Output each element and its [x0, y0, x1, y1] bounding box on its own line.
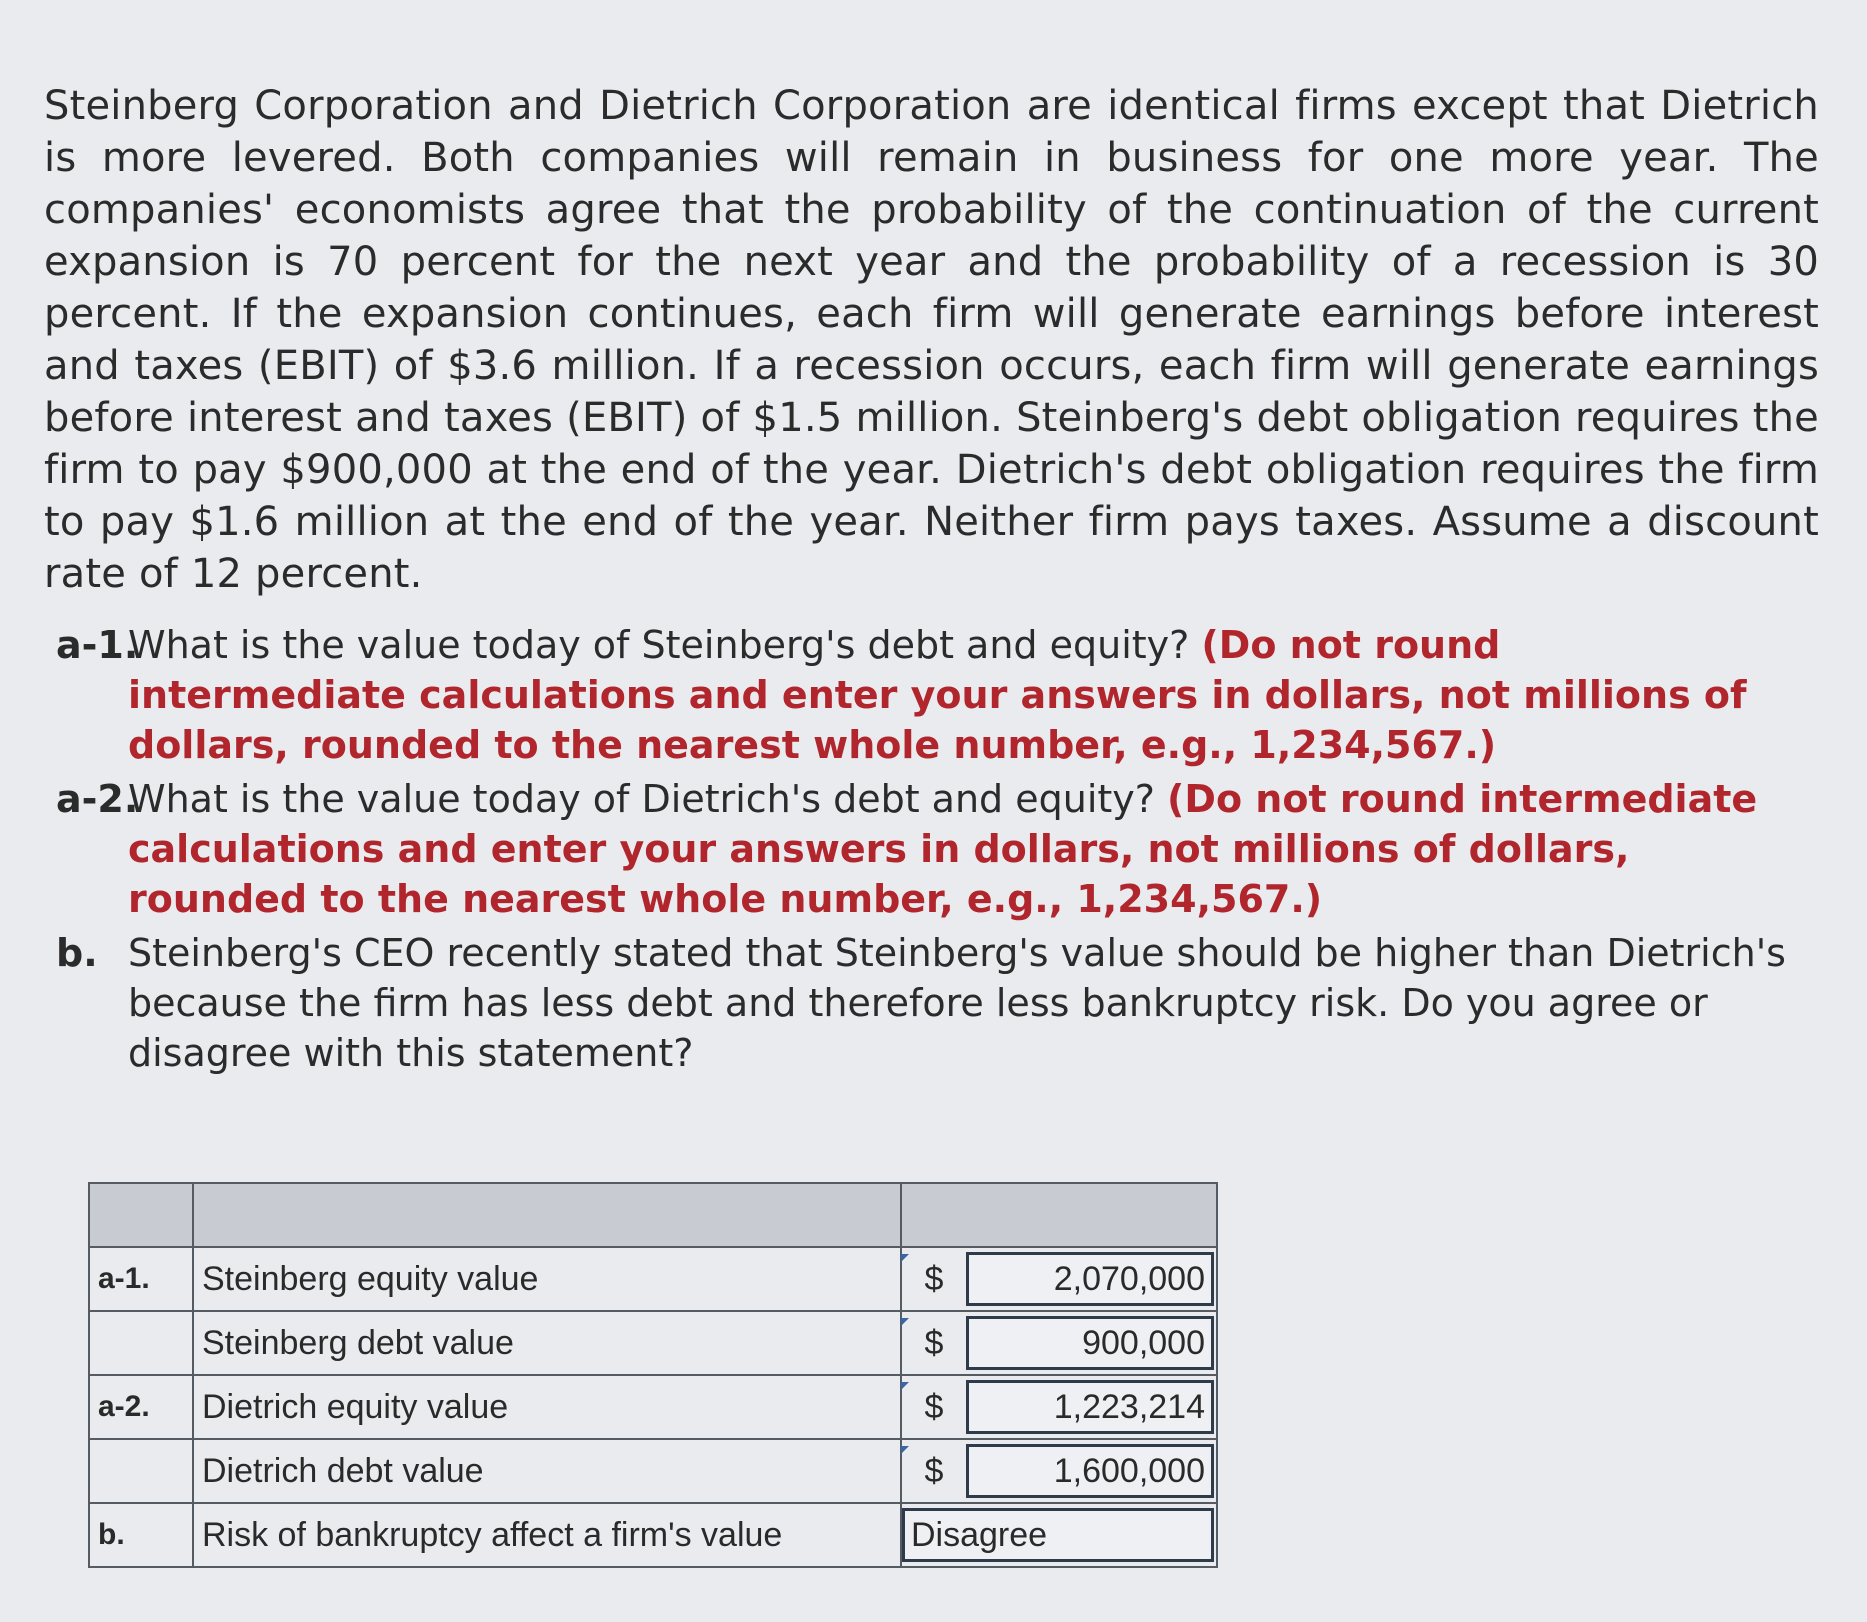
row-description: Dietrich equity value — [193, 1375, 901, 1439]
currency-cell — [901, 1439, 966, 1503]
row-description: Dietrich debt value — [193, 1439, 901, 1503]
answer-cell — [901, 1503, 1217, 1567]
header-cell — [901, 1183, 1217, 1247]
problem-statement: Steinberg Corporation and Dietrich Corporation are identical firms except that Dietrich is more levered. Both companies will remain in business for one more year. The companies' economists agree that the probability of the continuation of the current expansion is 70 percent for the next year and the probability of a recession is 30 percent. If the expansion continues, each firm will generate earnings before interest and taxes (EBIT) of $3.6 million. If a recession occurs, each firm will generate earnings before interest and taxes (EBIT) of $1.5 million. Steinberg's debt obligation requires the firm to pay $900,000 at the end of the year. Dietrich's debt obligation requires the firm to pay $1.6 million at the end of the year. Neither firm pays taxes. Assume a discount rate of 12 percent. — [44, 83, 1819, 597]
row-label — [89, 1439, 193, 1503]
answer-table — [88, 1182, 1218, 1568]
row-description: Risk of bankruptcy affect a firm's value — [193, 1503, 901, 1567]
row-description: Steinberg debt value — [193, 1311, 901, 1375]
header-cell — [89, 1183, 193, 1247]
question-b — [56, 928, 1786, 1078]
row-label: a-1. — [89, 1247, 193, 1311]
steinberg-equity-input[interactable]: 2,070,000 — [966, 1252, 1214, 1306]
dietrich-equity-input[interactable]: 1,223,214 — [966, 1380, 1214, 1434]
row-description: Steinberg equity value — [193, 1247, 901, 1311]
row-label: b. — [89, 1503, 193, 1567]
dietrich-debt-input[interactable]: 1,600,000 — [966, 1444, 1214, 1498]
currency-symbol: $ — [924, 1259, 944, 1298]
header-cell — [193, 1183, 901, 1247]
value-cell — [966, 1247, 1217, 1311]
value-cell — [966, 1439, 1217, 1503]
question-text: What is the value today of Dietrich's debt and equity? — [128, 777, 1155, 821]
currency-cell — [901, 1375, 966, 1439]
row-label — [89, 1311, 193, 1375]
cell-marker-icon — [901, 1382, 909, 1390]
row-label: a-2. — [89, 1375, 193, 1439]
question-text: Steinberg's CEO recently stated that Steinberg's value should be higher than Dietrich's because the firm has less debt and therefore less bankruptcy risk. Do you agree or disagree with this statement? — [128, 931, 1786, 1075]
value-cell — [966, 1311, 1217, 1375]
table-header-row — [89, 1183, 1217, 1247]
question-label: a-2. — [56, 777, 139, 821]
currency-cell — [901, 1247, 966, 1311]
table-row — [89, 1375, 1217, 1439]
table-row — [89, 1247, 1217, 1311]
cell-marker-icon — [901, 1318, 909, 1326]
bankruptcy-answer-select[interactable]: Disagree — [902, 1508, 1214, 1562]
table-row — [89, 1311, 1217, 1375]
question-note: (Do not round intermediate calculations and enter your answers in dollars, not millions of dollars, rounded to the nearest whole number, e.g., 1,234,567.) — [128, 777, 1758, 921]
question-label: b. — [56, 931, 98, 975]
currency-symbol: $ — [924, 1451, 944, 1490]
question-text: What is the value today of Steinberg's debt and equity? — [128, 623, 1190, 667]
question-list — [56, 620, 1786, 1082]
currency-cell — [901, 1311, 966, 1375]
question-note: (Do not round intermediate calculations and enter your answers in dollars, not millions of dollars, rounded to the nearest whole number, e.g., 1,234,567.) — [128, 623, 1747, 767]
table-row — [89, 1503, 1217, 1567]
question-a1 — [56, 620, 1786, 770]
currency-symbol: $ — [924, 1323, 944, 1362]
cell-marker-icon — [901, 1446, 909, 1454]
question-label: a-1. — [56, 623, 139, 667]
cell-marker-icon — [901, 1254, 909, 1262]
value-cell — [966, 1375, 1217, 1439]
table-row — [89, 1439, 1217, 1503]
steinberg-debt-input[interactable]: 900,000 — [966, 1316, 1214, 1370]
currency-symbol: $ — [924, 1387, 944, 1426]
question-a2 — [56, 774, 1786, 924]
